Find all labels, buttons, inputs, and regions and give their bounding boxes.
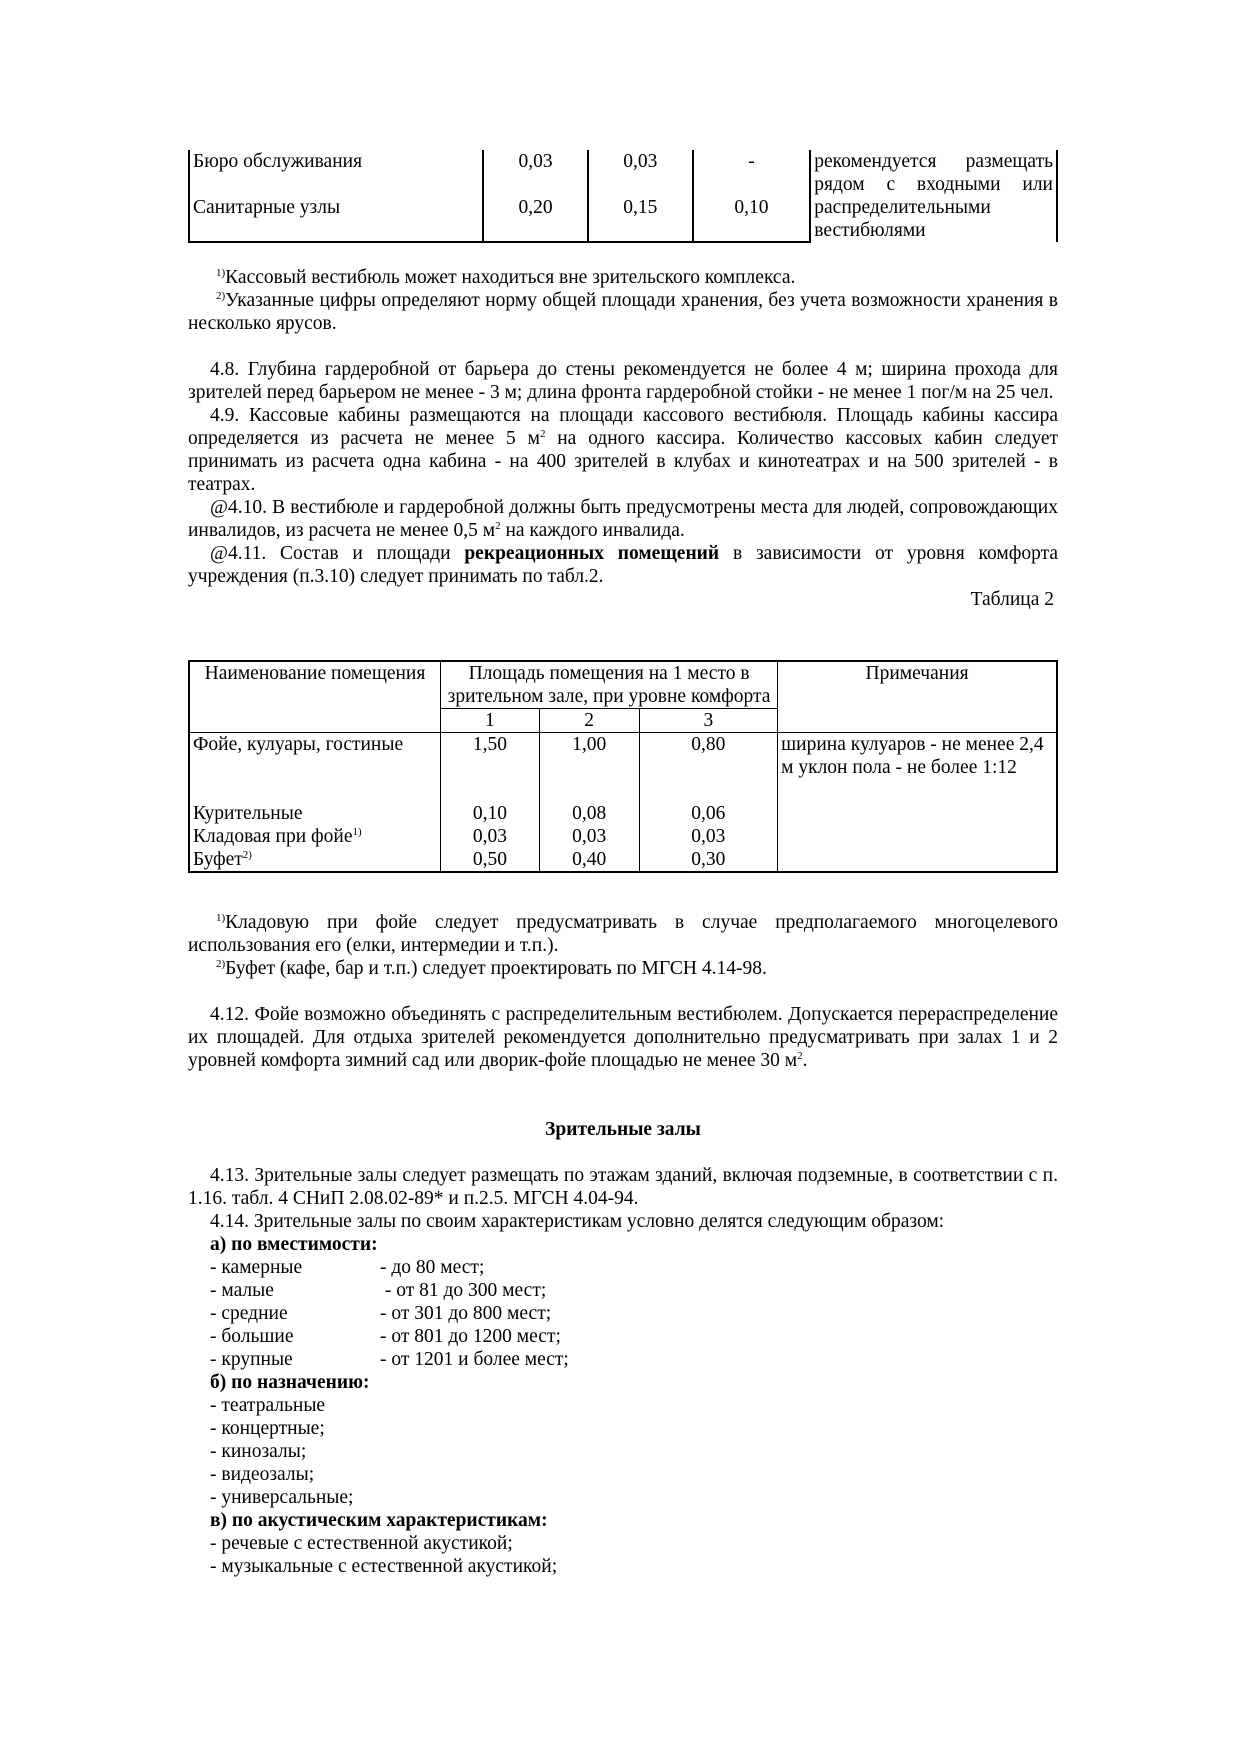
paragraphs-block: [188, 358, 1058, 611]
notes-cell: ширина кулуаров - не менее 2,4 м уклон пола - не более 1:12: [778, 733, 1057, 873]
note-cell: рекомендуется размещать рядом с входными или распределительными вестибюлями: [810, 150, 1057, 242]
value-level-1: 0,10: [441, 802, 540, 825]
room-name: Кладовая при фойе$^{1)}$: [189, 825, 441, 848]
paragraph-4-13: 4.13. Зрительные залы следует размещать по этажам зданий, включая подземные, в соответствии с п. 1.16. табл. 4 СНиП 2.08.02-89* и п.2.5. МГСН 4.04-94.: [188, 1165, 1058, 1209]
table-continuation: [188, 150, 1058, 243]
footnote-text: Буфет (кафе, бар и т.п.) следует проектировать по МГСН 4.14-98.: [225, 958, 767, 979]
list-item: - камерные - до 80 мест;: [210, 1257, 485, 1278]
header-room-name: Наименование помещения: [189, 661, 441, 733]
acoustic-heading: в) по акустическим характеристикам:: [210, 1510, 548, 1531]
paragraph-4-9: 4.9. Кассовые кабины размещаются на площади кассового вестибюля. Площадь кабины кассира определяется из расчета не менее 5 $м^2$ на одного кассира. Количество кассовых кабин следует принимать из расчета одна кабина - на 400 зрителей в клубах и кинотеатрах и на 500 зрителей - в театрах.: [188, 405, 1058, 495]
table-row: [189, 150, 1057, 196]
list-item: - большие - от 801 до 1200 мест;: [210, 1326, 561, 1347]
value-level-2: 0,40: [539, 848, 639, 872]
paragraph-4-14: 4.14. Зрительные залы по своим характеристикам условно делятся следующим образом:: [210, 1211, 945, 1232]
footnote-mark: 2): [216, 958, 226, 970]
paragraph-4-12: 4.12. Фойе возможно объединять с распределительным вестибюлем. Допускается перераспределение их площадей. Для отдыха зрителей рекомендуется дополнительно предусматривать при залах 1 и 2 уровней комфорта зимний сад или дворик-фойе площадью не менее 30 $м^2$.: [188, 1004, 1058, 1071]
value-level-1: 0,03: [441, 825, 540, 848]
value-level-2: 0,08: [539, 802, 639, 825]
value-level-1: 0,03: [483, 150, 588, 196]
table-row: [189, 733, 1057, 803]
list-item: - малые - от 81 до 300 мест;: [210, 1280, 547, 1301]
classification-lists: [188, 1233, 1058, 1578]
list-item: - речевые с естественной акустикой;: [210, 1533, 513, 1554]
room-name: Фойе, кулуары, гостиные: [189, 733, 441, 803]
footnote: [188, 911, 1058, 957]
paragraph-4-8: 4.8. Глубина гардеробной от барьера до стены рекомендуется не более 4 м; ширина прохода для зрителей перед барьером не менее - 3 м; длина фронта гардеробной стойки - не менее 1 пог/м на 25 чел.: [188, 359, 1058, 403]
list-item: - кинозалы;: [210, 1441, 307, 1462]
table-recreation-rooms: [188, 660, 1058, 873]
footnote: [188, 289, 1058, 335]
value-level-1: 1,50: [441, 733, 540, 803]
header-notes: Примечания: [778, 661, 1057, 733]
room-name: Курительные: [189, 802, 441, 825]
list-item: - универсальные;: [210, 1487, 354, 1508]
value-level-3: -: [693, 150, 811, 196]
value-level-1: 0,50: [441, 848, 540, 872]
value-level-3: 0,06: [639, 802, 778, 825]
footnote-mark: 2): [216, 290, 226, 302]
list-item: - крупные - от 1201 и более мест;: [210, 1349, 569, 1370]
capacity-heading: а) по вместимости:: [210, 1234, 378, 1255]
header-level-3: 3: [639, 709, 778, 733]
paragraph-4-12-block: [188, 1003, 1058, 1072]
footnote: [188, 957, 1058, 980]
header-level-1: 1: [441, 709, 540, 733]
footnotes-block-2: [188, 911, 1058, 980]
value-level-2: 0,03: [539, 825, 639, 848]
paragraph-4-10: @4.10. В вестибюле и гардеробной должны быть предусмотрены места для людей, сопровождающих инвалидов, из расчета не менее 0,5 $м^2$ на каждого инвалида.: [188, 497, 1058, 541]
list-item: - средние - от 301 до 800 мест;: [210, 1303, 552, 1324]
header-area: Площадь помещения на 1 место в зрительном зале, при уровне комфорта: [441, 661, 778, 709]
table-header-row: [189, 661, 1057, 709]
room-name: Буфет$^{2)}$: [189, 848, 441, 872]
footnote-mark: 1): [216, 267, 226, 279]
footnote-mark: 1): [216, 912, 226, 924]
list-item: - видеозалы;: [210, 1464, 315, 1485]
section-heading: Зрительные залы: [545, 1119, 701, 1140]
paragraph-4-11: @4.11. Состав и площади рекреационных помещений в зависимости от уровня комфорта учреждения (п.3.10) следует принимать по табл.2.: [188, 543, 1058, 587]
value-level-1: 0,20: [483, 196, 588, 242]
room-name: Санитарные узлы: [189, 196, 483, 242]
footnote: [188, 266, 1058, 289]
purpose-heading: б) по назначению:: [210, 1372, 370, 1393]
value-level-2: 0,15: [588, 196, 693, 242]
value-level-2: 1,00: [539, 733, 639, 803]
value-level-2: 0,03: [588, 150, 693, 196]
list-item: - музыкальные с естественной акустикой;: [210, 1556, 558, 1577]
value-level-3: 0,80: [639, 733, 778, 803]
footnote-text: Указанные цифры определяют норму общей площади хранения, без учета возможности хранения в несколько ярусов.: [188, 290, 1058, 334]
footnotes-block-1: [188, 266, 1058, 335]
room-name: Бюро обслуживания: [189, 150, 483, 196]
table-caption: Таблица 2: [970, 589, 1054, 610]
footnote-text: Кладовую при фойе следует предусматривать в случае предполагаемого многоцелевого использования его (елки, интермедии и т.п.).: [188, 912, 1058, 956]
value-level-3: 0,10: [693, 196, 811, 242]
list-item: - концертные;: [210, 1418, 325, 1439]
value-level-3: 0,03: [639, 825, 778, 848]
list-item: - театральные: [210, 1395, 326, 1416]
halls-block: [188, 1164, 1058, 1578]
footnote-text: Кассовый вестибюль может находиться вне зрительского комплекса.: [225, 267, 796, 288]
value-level-3: 0,30: [639, 848, 778, 872]
header-level-2: 2: [539, 709, 639, 733]
